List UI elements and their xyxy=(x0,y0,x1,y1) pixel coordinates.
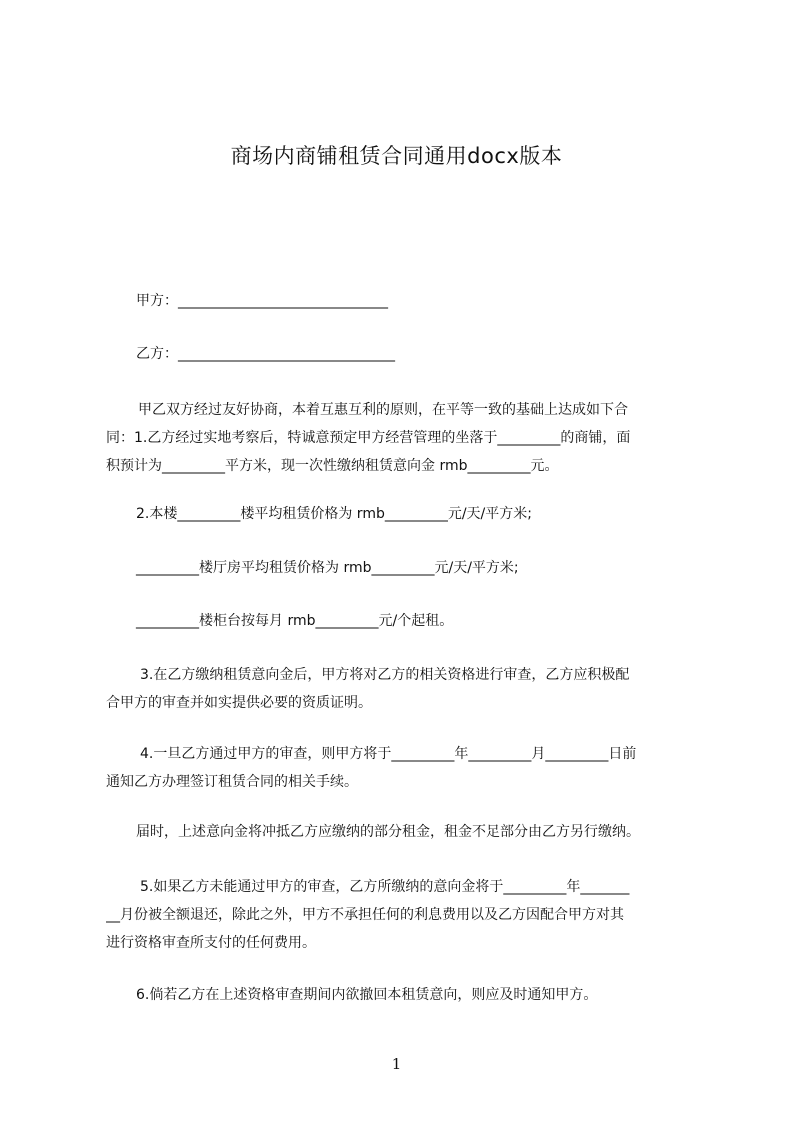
page-number: 1 xyxy=(391,1055,402,1073)
clause-3-paragraph xyxy=(106,661,702,717)
clause-5-paragraph xyxy=(106,873,702,957)
intro-paragraph xyxy=(106,396,702,480)
clause-5-line-2: __月份被全额退还，除此之外，甲方不承担任何的利息费用以及乙方因配合甲方对其 xyxy=(106,907,624,923)
intro-line-1: 甲乙双方经过友好协商，本着互惠互利的原则，在平等一致的基础上达成如下合 xyxy=(138,402,628,418)
intro-line-3: 积预计为_________平方米，现一次性缴纳租赁意向金 rmb_________元。 xyxy=(106,458,559,474)
clause-3-line-2: 合甲方的审查并如实提供必要的资质证明。 xyxy=(106,695,372,711)
clause-2-line-2: _________楼厅房平均租赁价格为 rmb_________元/天/平方米; xyxy=(136,560,519,576)
clause-4-paragraph xyxy=(106,740,702,796)
clause-4-note: 届时，上述意向金将冲抵乙方应缴纳的部分租金，租金不足部分由乙方另行缴纳。 xyxy=(136,824,640,840)
clause-2-line-1: 2.本楼_________楼平均租赁价格为 rmb_________元/天/平方米; xyxy=(136,506,532,522)
party-b-line: 乙方：_______________________________ xyxy=(136,346,395,362)
page-title: 商场内商铺租赁合同通用docx版本 xyxy=(230,144,563,168)
clause-4-line-1: 4.一旦乙方通过甲方的审查，则甲方将于_________年_________月_________日前 xyxy=(140,746,637,762)
clause-3-line-1: 3.在乙方缴纳租赁意向金后，甲方将对乙方的相关资格进行审查，乙方应积极配 xyxy=(140,667,630,683)
clause-4-line-2: 通知乙方办理签订租赁合同的相关手续。 xyxy=(106,774,358,790)
clause-5-line-1: 5.如果乙方未能通过甲方的审查，乙方所缴纳的意向金将于_________年_______ xyxy=(140,879,630,895)
clause-5-line-3: 进行资格审查所支付的任何费用。 xyxy=(106,935,316,951)
clause-2-line-3: _________楼柜台按每月 rmb_________元/个起租。 xyxy=(136,613,454,629)
clause-6-line: 6.倘若乙方在上述资格审查期间内欲撤回本租赁意向，则应及时通知甲方。 xyxy=(136,987,598,1003)
party-a-line: 甲方：______________________________ xyxy=(136,293,388,309)
intro-line-2: 同：1.乙方经过实地考察后，特诚意预定甲方经营管理的坐落于_________的商铺，面 xyxy=(106,430,631,446)
